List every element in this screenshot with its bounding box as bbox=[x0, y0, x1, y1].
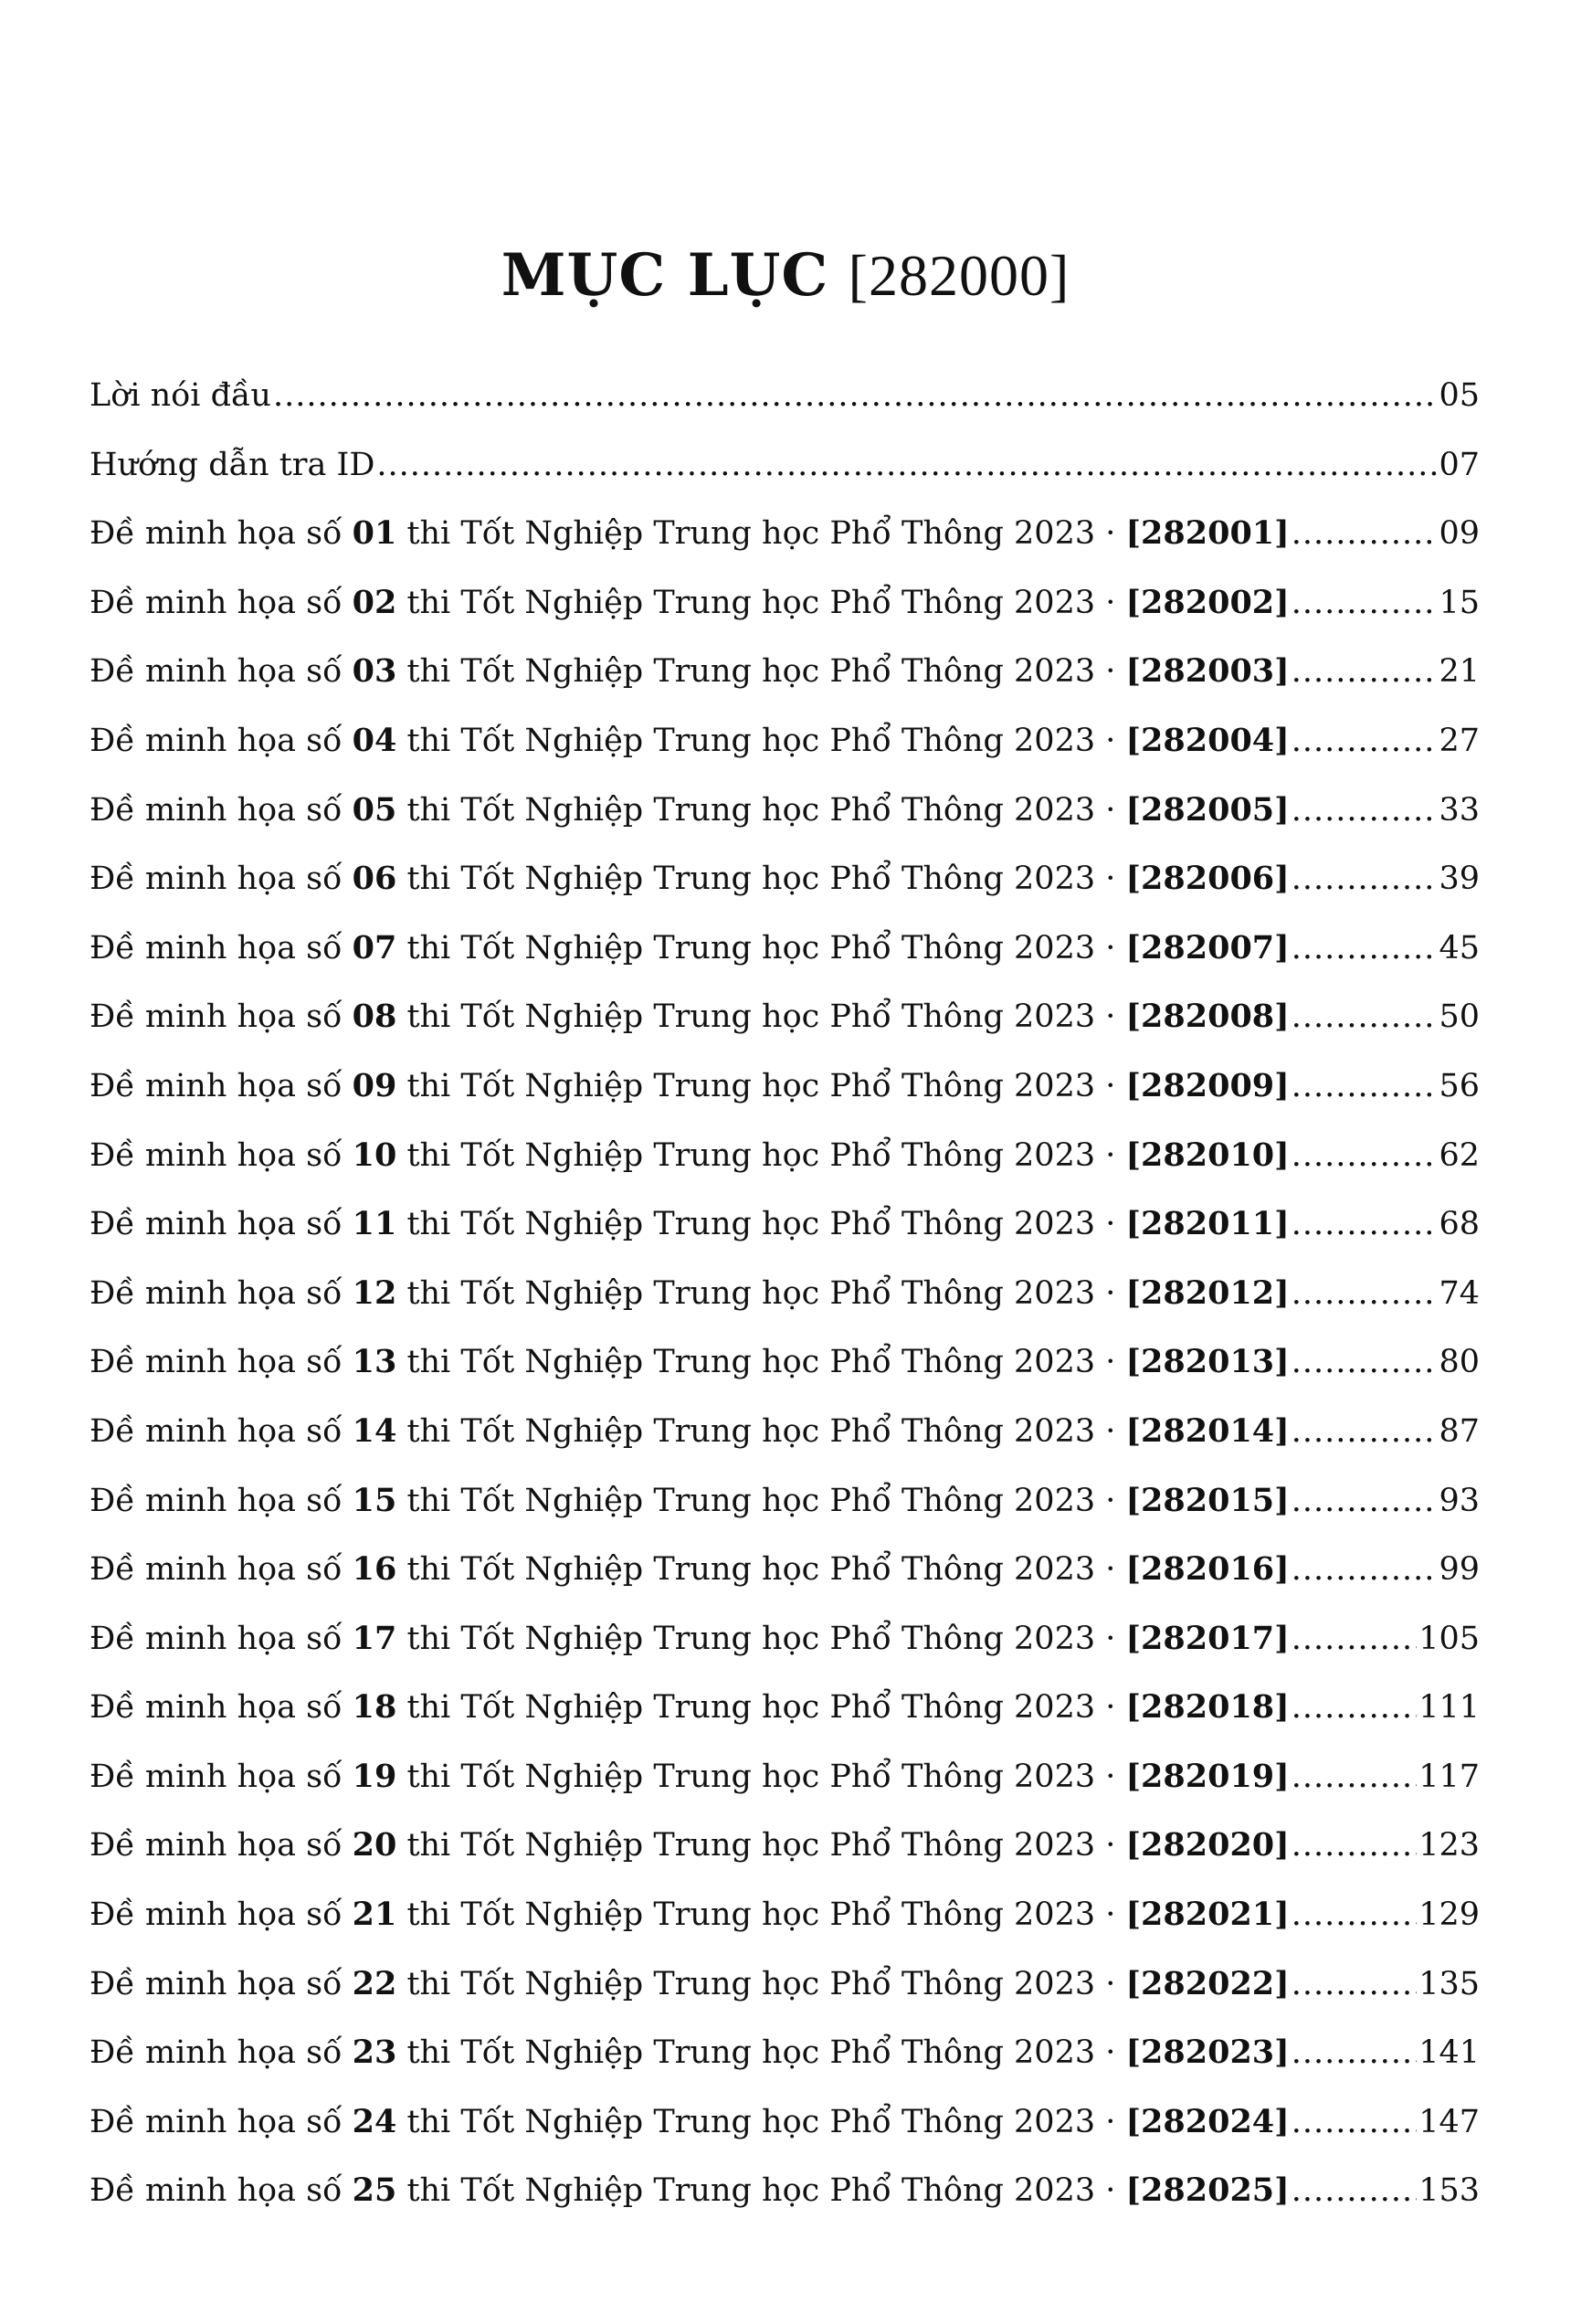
toc-entry-label bbox=[90, 722, 1290, 760]
exam-id: [282012] bbox=[1125, 1273, 1290, 1312]
toc-page-number: 45 bbox=[1439, 929, 1480, 967]
exam-prefix: Đề minh họa số bbox=[90, 1206, 353, 1243]
exam-number: 03 bbox=[352, 652, 397, 691]
exam-id: [282011] bbox=[1125, 1205, 1290, 1243]
exam-id: [282024] bbox=[1125, 2102, 1290, 2140]
exam-suffix: thi Tốt Nghiệp Trung học Phổ Thông 2023 · bbox=[396, 2034, 1126, 2072]
exam-suffix: thi Tốt Nghiệp Trung học Phổ Thông 2023 · bbox=[396, 2103, 1126, 2140]
toc-page-number: 74 bbox=[1439, 1274, 1480, 1312]
exam-number: 17 bbox=[352, 1619, 397, 1657]
toc-page-number: 111 bbox=[1418, 1689, 1480, 1727]
dot-leader bbox=[1292, 1688, 1417, 1727]
exam-suffix: thi Tốt Nghiệp Trung học Phổ Thông 2023 · bbox=[396, 1620, 1126, 1657]
dot-leader bbox=[1292, 1205, 1438, 1243]
dot-leader bbox=[1292, 1550, 1438, 1589]
exam-prefix: Đề minh họa số bbox=[90, 1344, 353, 1381]
toc-entry-exam[interactable] bbox=[90, 514, 1480, 584]
exam-id: [282015] bbox=[1125, 1481, 1290, 1519]
toc-page-number: 09 bbox=[1439, 515, 1480, 553]
toc-entry-label bbox=[90, 1482, 1290, 1520]
toc-page-number: 50 bbox=[1439, 998, 1480, 1036]
exam-number: 23 bbox=[352, 2034, 397, 2072]
exam-number: 24 bbox=[352, 2102, 397, 2140]
exam-prefix: Đề minh họa số bbox=[90, 1896, 353, 1934]
dot-leader bbox=[1292, 1758, 1417, 1796]
toc-entry-exam[interactable] bbox=[90, 1688, 1480, 1758]
toc-page-number: 21 bbox=[1439, 653, 1480, 691]
dot-leader bbox=[273, 376, 1437, 415]
toc-page-number: 27 bbox=[1439, 722, 1480, 759]
toc-page-number: 105 bbox=[1418, 1620, 1480, 1657]
exam-prefix: Đề minh họa số bbox=[90, 1551, 353, 1589]
toc-entry-exam[interactable] bbox=[90, 1205, 1480, 1274]
exam-prefix: Đề minh họa số bbox=[90, 1758, 353, 1795]
exam-suffix: thi Tốt Nghiệp Trung học Phổ Thông 2023 · bbox=[396, 1274, 1126, 1312]
exam-suffix: thi Tốt Nghiệp Trung học Phổ Thông 2023 · bbox=[396, 1689, 1126, 1727]
toc-page-number: 93 bbox=[1439, 1482, 1480, 1519]
exam-number: 11 bbox=[352, 1205, 397, 1243]
toc-entry-label bbox=[90, 2034, 1290, 2072]
exam-number: 22 bbox=[352, 1964, 397, 2002]
toc-page-number: 135 bbox=[1418, 1965, 1480, 2002]
toc-entry-label bbox=[90, 1758, 1290, 1796]
toc-entry-label bbox=[90, 1136, 1290, 1175]
exam-prefix: Đề minh họa số bbox=[90, 1136, 353, 1174]
toc-entry-exam[interactable] bbox=[90, 2034, 1480, 2103]
exam-number: 04 bbox=[352, 721, 397, 759]
exam-suffix: thi Tốt Nghiệp Trung học Phổ Thông 2023 · bbox=[396, 1344, 1126, 1381]
toc-entry-label bbox=[90, 791, 1290, 829]
exam-number: 14 bbox=[352, 1411, 397, 1450]
toc-entry-exam[interactable] bbox=[90, 1412, 1480, 1482]
toc-entry-exam[interactable] bbox=[90, 929, 1480, 998]
exam-number: 15 bbox=[352, 1481, 397, 1519]
toc-entry-label bbox=[90, 652, 1290, 691]
toc-entry-exam[interactable] bbox=[90, 1067, 1480, 1136]
toc-page-number: 07 bbox=[1439, 446, 1480, 483]
exam-suffix: thi Tốt Nghiệp Trung học Phổ Thông 2023 · bbox=[396, 515, 1126, 553]
toc-entry-label bbox=[90, 998, 1290, 1036]
exam-suffix: thi Tốt Nghiệp Trung học Phổ Thông 2023 · bbox=[396, 1482, 1126, 1519]
exam-prefix: Đề minh họa số bbox=[90, 998, 353, 1036]
exam-number: 08 bbox=[352, 998, 397, 1036]
exam-number: 06 bbox=[352, 860, 397, 898]
toc-entry-label bbox=[90, 1205, 1290, 1243]
toc-entry-label bbox=[90, 2103, 1290, 2141]
dot-leader bbox=[1292, 2103, 1417, 2141]
dot-leader bbox=[1292, 1482, 1438, 1520]
exam-suffix: thi Tốt Nghiệp Trung học Phổ Thông 2023 · bbox=[396, 2172, 1126, 2210]
exam-number: 05 bbox=[352, 790, 397, 829]
exam-id: [282018] bbox=[1125, 1688, 1290, 1727]
toc-page-number: 80 bbox=[1439, 1344, 1480, 1381]
exam-id: [282014] bbox=[1125, 1411, 1290, 1450]
dot-leader bbox=[1292, 1896, 1417, 1934]
toc-entry-exam[interactable] bbox=[90, 1620, 1480, 1689]
exam-number: 21 bbox=[352, 1896, 397, 1934]
exam-prefix: Đề minh họa số bbox=[90, 1067, 353, 1104]
dot-leader bbox=[1292, 860, 1438, 898]
dot-leader bbox=[1292, 1965, 1417, 2003]
exam-suffix: thi Tốt Nghiệp Trung học Phổ Thông 2023 · bbox=[396, 929, 1126, 967]
exam-suffix: thi Tốt Nghiệp Trung học Phổ Thông 2023 · bbox=[396, 1758, 1126, 1795]
toc-entry-exam[interactable] bbox=[90, 1550, 1480, 1620]
exam-prefix: Đề minh họa số bbox=[90, 1412, 353, 1450]
exam-id: [282010] bbox=[1125, 1136, 1290, 1174]
exam-number: 25 bbox=[352, 2171, 397, 2210]
exam-id: [282001] bbox=[1125, 514, 1290, 553]
exam-number: 18 bbox=[352, 1688, 397, 1727]
toc-entry-label bbox=[90, 1550, 1290, 1589]
toc-entry-label bbox=[90, 584, 1290, 622]
exam-suffix: thi Tốt Nghiệp Trung học Phổ Thông 2023 · bbox=[396, 861, 1126, 898]
title-main: MỤC LỤC bbox=[501, 241, 829, 310]
toc-page-number: 99 bbox=[1439, 1551, 1480, 1589]
toc-page-number: 56 bbox=[1439, 1067, 1480, 1104]
toc-entry-label bbox=[90, 1067, 1290, 1105]
exam-suffix: thi Tốt Nghiệp Trung học Phổ Thông 2023 · bbox=[396, 1551, 1126, 1589]
dot-leader bbox=[1292, 1620, 1417, 1658]
exam-id: [282025] bbox=[1125, 2171, 1290, 2210]
toc-entry-label bbox=[90, 1412, 1290, 1451]
exam-id: [282002] bbox=[1125, 583, 1290, 621]
toc-page-number: 05 bbox=[1439, 377, 1480, 414]
exam-id: [282013] bbox=[1125, 1343, 1290, 1381]
dot-leader bbox=[1292, 1343, 1438, 1381]
toc-page-number: 141 bbox=[1418, 2034, 1480, 2072]
exam-prefix: Đề minh họa số bbox=[90, 1965, 353, 2002]
exam-suffix: thi Tốt Nghiệp Trung học Phổ Thông 2023 · bbox=[396, 1412, 1126, 1450]
exam-suffix: thi Tốt Nghiệp Trung học Phổ Thông 2023 · bbox=[396, 791, 1126, 829]
toc-entry-preface[interactable] bbox=[90, 376, 1480, 446]
exam-prefix: Đề minh họa số bbox=[90, 1482, 353, 1519]
table-of-contents bbox=[90, 376, 1480, 2241]
toc-entry-exam[interactable] bbox=[90, 1826, 1480, 1896]
exam-id: [282017] bbox=[1125, 1619, 1290, 1657]
dot-leader bbox=[1292, 2034, 1417, 2072]
toc-page-number: 129 bbox=[1418, 1896, 1480, 1934]
exam-prefix: Đề minh họa số bbox=[90, 722, 353, 759]
dot-leader bbox=[1292, 1412, 1438, 1451]
exam-prefix: Đề minh họa số bbox=[90, 2103, 353, 2140]
toc-entry-label bbox=[90, 1965, 1290, 2003]
exam-suffix: thi Tốt Nghiệp Trung học Phổ Thông 2023 · bbox=[396, 998, 1126, 1036]
exam-id: [282016] bbox=[1125, 1550, 1290, 1589]
dot-leader bbox=[1292, 584, 1438, 622]
toc-entry-label bbox=[90, 929, 1290, 967]
toc-entry-exam[interactable] bbox=[90, 1965, 1480, 2034]
exam-suffix: thi Tốt Nghiệp Trung học Phổ Thông 2023 · bbox=[396, 1136, 1126, 1174]
exam-number: 12 bbox=[352, 1273, 397, 1312]
exam-suffix: thi Tốt Nghiệp Trung học Phổ Thông 2023 · bbox=[396, 1067, 1126, 1104]
page-title bbox=[0, 239, 1571, 312]
toc-page-number: 153 bbox=[1418, 2172, 1480, 2210]
exam-number: 13 bbox=[352, 1343, 397, 1381]
exam-suffix: thi Tốt Nghiệp Trung học Phổ Thông 2023 · bbox=[396, 1965, 1126, 2002]
toc-entry-exam[interactable] bbox=[90, 1274, 1480, 1344]
exam-number: 16 bbox=[352, 1550, 397, 1589]
exam-id: [282020] bbox=[1125, 1826, 1290, 1864]
exam-number: 19 bbox=[352, 1757, 397, 1795]
toc-entry-exam[interactable] bbox=[90, 584, 1480, 653]
exam-id: [282021] bbox=[1125, 1896, 1290, 1934]
toc-entry-label bbox=[90, 2171, 1290, 2210]
title-id: [282000] bbox=[848, 243, 1070, 308]
toc-page-number: 123 bbox=[1418, 1827, 1480, 1864]
dot-leader bbox=[1292, 1067, 1438, 1105]
exam-id: [282023] bbox=[1125, 2034, 1290, 2072]
toc-entry-exam[interactable] bbox=[90, 1758, 1480, 1827]
dot-leader bbox=[1292, 2171, 1417, 2210]
exam-suffix: thi Tốt Nghiệp Trung học Phổ Thông 2023 · bbox=[396, 1896, 1126, 1934]
exam-number: 20 bbox=[352, 1826, 397, 1864]
dot-leader bbox=[1292, 1274, 1438, 1313]
exam-suffix: thi Tốt Nghiệp Trung học Phổ Thông 2023 · bbox=[396, 584, 1126, 621]
exam-prefix: Đề minh họa số bbox=[90, 2034, 353, 2072]
toc-page-number: 117 bbox=[1418, 1758, 1480, 1795]
exam-id: [282003] bbox=[1125, 652, 1290, 691]
exam-number: 01 bbox=[352, 514, 397, 553]
dot-leader bbox=[1292, 514, 1438, 553]
dot-leader bbox=[376, 446, 1437, 484]
toc-entry-id-guide[interactable] bbox=[90, 446, 1480, 515]
toc-entry-exam[interactable] bbox=[90, 652, 1480, 722]
exam-prefix: Đề minh họa số bbox=[90, 584, 353, 621]
toc-page-number: 39 bbox=[1439, 861, 1480, 898]
toc-entry-exam[interactable] bbox=[90, 791, 1480, 861]
dot-leader bbox=[1292, 929, 1438, 967]
toc-entry-exam[interactable] bbox=[90, 1343, 1480, 1412]
exam-prefix: Đề minh họa số bbox=[90, 515, 353, 553]
exam-prefix: Đề minh họa số bbox=[90, 929, 353, 967]
exam-prefix: Đề minh họa số bbox=[90, 861, 353, 898]
exam-prefix: Đề minh họa số bbox=[90, 1274, 353, 1312]
toc-entry-exam[interactable] bbox=[90, 1136, 1480, 1206]
toc-entry-label: Hướng dẫn tra ID bbox=[90, 446, 375, 483]
toc-entry-exam[interactable] bbox=[90, 722, 1480, 791]
exam-number: 09 bbox=[352, 1066, 397, 1104]
dot-leader bbox=[1292, 1826, 1417, 1864]
dot-leader bbox=[1292, 791, 1438, 829]
toc-page-number: 147 bbox=[1418, 2103, 1480, 2140]
exam-id: [282022] bbox=[1125, 1964, 1290, 2002]
toc-entry-label bbox=[90, 1826, 1290, 1864]
toc-entry-exam[interactable] bbox=[90, 860, 1480, 929]
exam-suffix: thi Tốt Nghiệp Trung học Phổ Thông 2023 · bbox=[396, 1827, 1126, 1864]
dot-leader bbox=[1292, 652, 1438, 691]
dot-leader bbox=[1292, 1136, 1438, 1175]
toc-entry-label bbox=[90, 514, 1290, 553]
exam-number: 10 bbox=[352, 1136, 397, 1174]
toc-entry-exam[interactable] bbox=[90, 2103, 1480, 2172]
toc-page-number: 33 bbox=[1439, 791, 1480, 829]
toc-page-number: 87 bbox=[1439, 1412, 1480, 1450]
exam-number: 02 bbox=[352, 583, 397, 621]
toc-page-number: 68 bbox=[1439, 1206, 1480, 1243]
toc-entry-exam[interactable] bbox=[90, 2171, 1480, 2241]
toc-entry-label bbox=[90, 1620, 1290, 1658]
exam-id: [282007] bbox=[1125, 928, 1290, 967]
exam-id: [282005] bbox=[1125, 790, 1290, 829]
toc-entry-label bbox=[90, 1343, 1290, 1381]
exam-suffix: thi Tốt Nghiệp Trung học Phổ Thông 2023 · bbox=[396, 722, 1126, 759]
toc-entry-label bbox=[90, 1896, 1290, 1934]
toc-page-number: 62 bbox=[1439, 1136, 1480, 1174]
toc-entry-label bbox=[90, 1688, 1290, 1727]
dot-leader bbox=[1292, 998, 1438, 1036]
toc-entry-label: Lời nói đầu bbox=[90, 377, 271, 414]
toc-entry-exam[interactable] bbox=[90, 998, 1480, 1067]
exam-prefix: Đề minh họa số bbox=[90, 1827, 353, 1864]
dot-leader bbox=[1292, 722, 1438, 760]
exam-number: 07 bbox=[352, 928, 397, 967]
exam-prefix: Đề minh họa số bbox=[90, 791, 353, 829]
exam-id: [282009] bbox=[1125, 1066, 1290, 1104]
exam-id: [282004] bbox=[1125, 721, 1290, 759]
exam-id: [282006] bbox=[1125, 860, 1290, 898]
exam-id: [282008] bbox=[1125, 998, 1290, 1036]
toc-page-number: 15 bbox=[1439, 584, 1480, 621]
exam-prefix: Đề minh họa số bbox=[90, 2172, 353, 2210]
exam-id: [282019] bbox=[1125, 1757, 1290, 1795]
exam-prefix: Đề minh họa số bbox=[90, 653, 353, 691]
exam-suffix: thi Tốt Nghiệp Trung học Phổ Thông 2023 · bbox=[396, 1206, 1126, 1243]
toc-entry-label bbox=[90, 860, 1290, 898]
toc-entry-exam[interactable] bbox=[90, 1482, 1480, 1551]
toc-entry-exam[interactable] bbox=[90, 1896, 1480, 1965]
exam-suffix: thi Tốt Nghiệp Trung học Phổ Thông 2023 · bbox=[396, 653, 1126, 691]
exam-prefix: Đề minh họa số bbox=[90, 1620, 353, 1657]
toc-entry-label bbox=[90, 1274, 1290, 1313]
exam-prefix: Đề minh họa số bbox=[90, 1689, 353, 1727]
